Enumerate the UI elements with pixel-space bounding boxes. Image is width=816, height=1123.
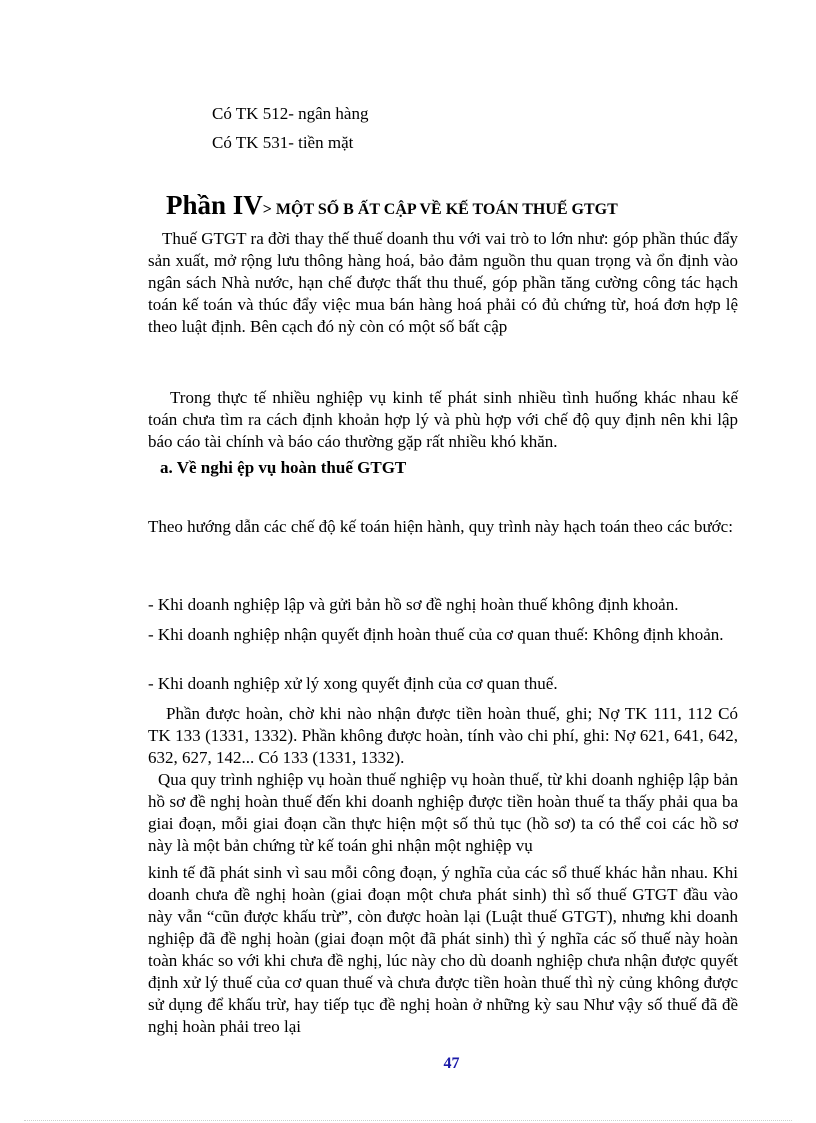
bullet-item: - Khi doanh nghiệp nhận quyết định hoàn thuế của cơ quan thuế: Không định khoản. [148,625,724,644]
page-bottom-rule [24,1120,792,1121]
paragraph-intro: Thuế GTGT ra đời thay thế thuế doanh thu với vai trò to lớn như: góp phần thúc đẩy sản xuất, mở rộng lưu thông hàng hoá, bảo đảm nguồn thu quan trọng và ổn định vào ngân sách Nhà nước, hạn chế được thất thu thuế, góp phần tăng cường công tác hạch toán kế toán và thúc đẩy việc mua bán hàng hoá phải có đủ chứng từ, hoá đơn hợp lệ theo luật định. Bên cạch đó nỳ còn có một số bất cập [148,229,738,336]
paragraph-refund: Phần được hoàn, chờ khi nào nhận được tiền hoàn thuế, ghi; Nợ TK 111, 112 Có TK 133 (1331, 1332). Phần không được hoàn, tính vào chi phí, ghi: Nợ 621, 641, 642, 632, 627, 142... Có 133 (1331, 1332). [148,704,738,767]
section-title-rest: > MỘT SỐ B ẤT CẬP VỀ KẾ TOÁN THUẾ GTGT [262,201,618,218]
paragraph-process-b: kinh tế đã phát sinh vì sau mỗi công đoạn, ý nghĩa của các sổ thuế khác hẳn nhau. Khi doanh chưa đề nghị hoàn (giai đoạn một chưa phát sinh) thì số thuế GTGT đầu vào này vẫn “cũn được khấu trừ”, còn được hoàn lại (Luật thuế GTGT), nhưng khi doanh nghiệp đã đề nghị hoàn (giai đoạn một đã phát sinh) thì ý nghĩa các số thuế này hoàn toàn khác so với khi chưa đề nghị, lúc này cho dù doanh nghiệp chưa nhận được quyết định xử lý thuế của cơ quan thuế và chưa được tiền hoàn thuế thì nỳ củng không được sử dụng để khấu trừ, hay tiếp tục đề nghị hoàn ở những kỳ sau Như vậy số thuế đã đề nghị hoàn phải treo lại [148,863,738,1036]
bullet-item: - Khi doanh nghiệp xử lý xong quyết định của cơ quan thuế. [148,674,558,693]
entry-line: Có TK 512- ngân hàng [212,104,369,123]
paragraph-guidance: Theo hướng dẫn các chế độ kế toán hiện hành, quy trình này hạch toán theo các bước: [148,517,733,536]
section-title [166,190,618,221]
bullet-item: - Khi doanh nghiệp lập và gửi bản hồ sơ đề nghị hoàn thuế không định khoản. [148,595,679,614]
paragraph-process-a: Qua quy trình nghiệp vụ hoàn thuế nghiệp vụ hoàn thuế, từ khi doanh nghiệp lập bản hồ sơ đề nghị hoàn thuế đến khi doanh nghiệp được tiền hoàn thuế ta thấy phải qua ba giai đoạn, mỗi giai đoạn cần thực hiện một số thủ tục (hồ sơ) ta có thể coi các hồ sơ này là một bản chứng từ kế toán ghi nhận một nghiệp vụ [148,770,738,855]
entry-line: Có TK 531- tiền mặt [212,133,354,152]
paragraph-practice: Trong thực tế nhiều nghiệp vụ kinh tế phát sinh nhiều tình huống khác nhau kế toán chưa tìm ra cách định khoản hợp lý và phù hợp với chế độ quy định nên khi lập báo cáo tài chính và báo cáo thường gặp rất nhiều khó khăn. [148,388,738,451]
subheading: a. Về nghi ệp vụ hoàn thuế GTGT [160,458,407,477]
page-number: 47 [443,1055,460,1072]
section-title-main: Phần IV [166,190,263,220]
